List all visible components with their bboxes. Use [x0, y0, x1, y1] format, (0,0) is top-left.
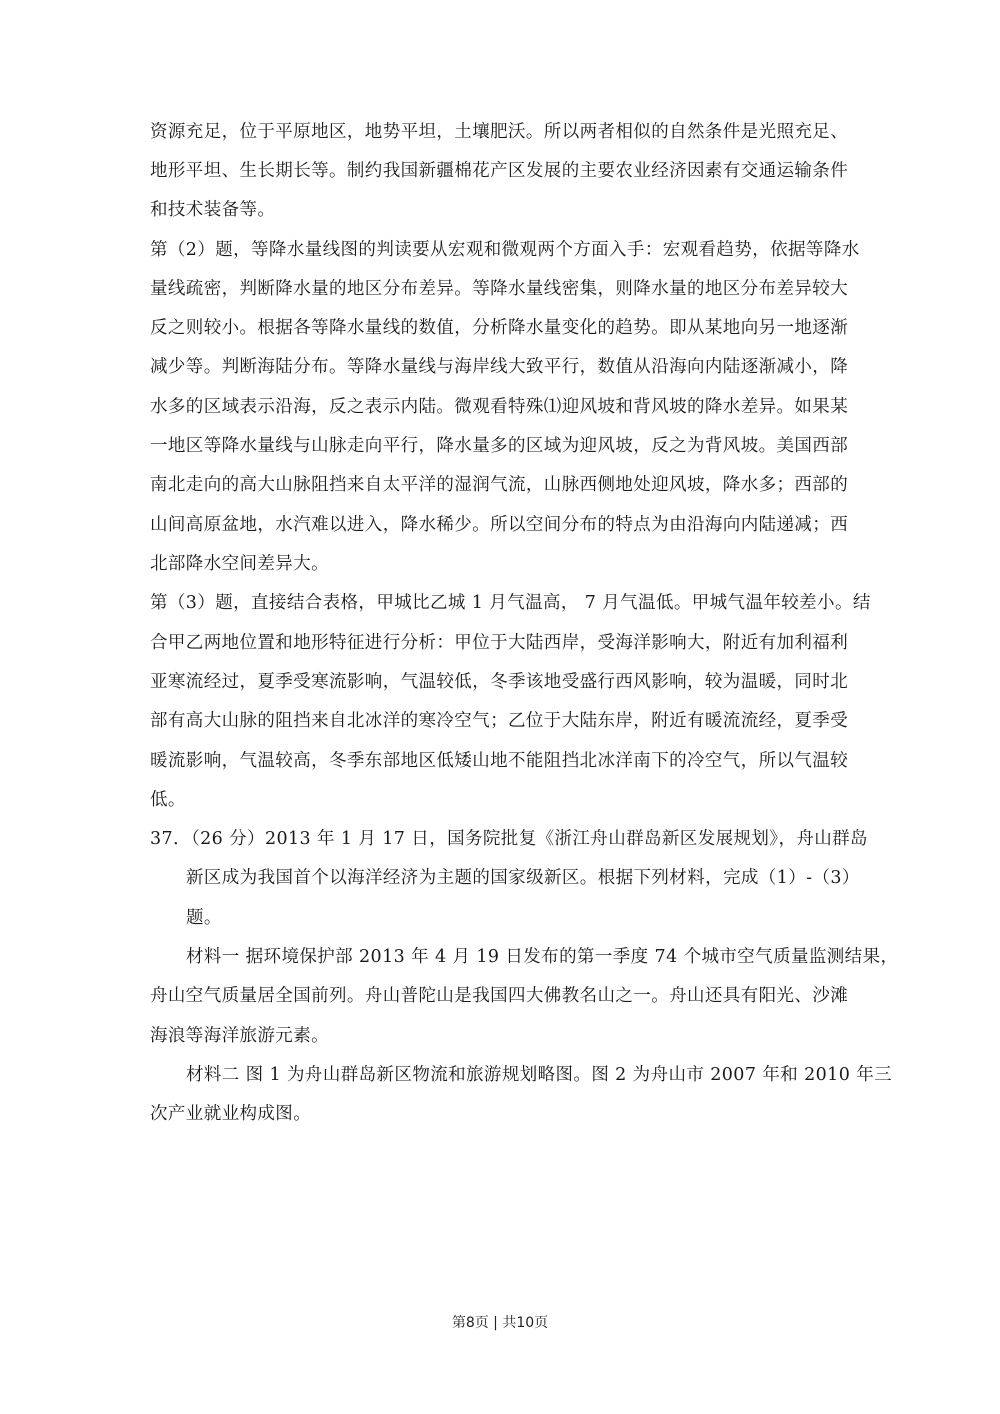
text-line: 北部降水空间差异大。	[150, 554, 329, 574]
material-1-line: 材料一 据环境保护部 2013 年 4 月 19 日发布的第一季度 74 个城市空气质量监测结果，	[186, 947, 899, 967]
text-line: 新区成为我国首个以海洋经济为主题的国家级新区。根据下列材料，完成（1）-（3）	[186, 868, 860, 888]
text-line: 山间高原盆地，水汽难以进入，降水稀少。所以空间分布的特点为由沿海向内陆递减；西	[150, 515, 849, 535]
question-37-line: 37．（26 分）2013 年 1 月 17 日，国务院批复《浙江舟山群岛新区发展规划》，舟山群岛	[150, 829, 868, 849]
text-line: 地形平坦、生长期长等。制约我国新疆棉花产区发展的主要农业经济因素有交通运输条件	[150, 161, 849, 181]
text-line: 次产业就业构成图。	[150, 1104, 312, 1124]
text-line: 部有高大山脉的阻挡来自北冰洋的寒冷空气；乙位于大陆东岸，附近有暖流流经，夏季受	[150, 711, 849, 731]
text-line: 第（3）题，直接结合表格，甲城比乙城 1 月气温高， 7 月气温低。甲城气温年较差小。结	[150, 593, 871, 613]
text-line: 海浪等海洋旅游元素。	[150, 1026, 329, 1046]
text-line: 第（2）题，等降水量线图的判读要从宏观和微观两个方面入手：宏观看趋势，依据等降水	[150, 240, 860, 260]
text-line: 和技术装备等。	[150, 200, 276, 220]
text-line: 亚寒流经过，夏季受寒流影响，气温较低，冬季该地受盛行西风影响，较为温暖，同时北	[150, 672, 849, 692]
text-line: 题。	[186, 908, 222, 928]
page-footer: 第8页 | 共10页	[451, 1315, 549, 1331]
text-line: 资源充足，位于平原地区，地势平坦，土壤肥沃。所以两者相似的自然条件是光照充足、	[150, 122, 849, 142]
text-line: 低。	[150, 790, 186, 810]
text-line: 反之则较小。根据各等降水量线的数值，分析降水量变化的趋势。即从某地向另一地逐渐	[150, 318, 849, 338]
text-line: 合甲乙两地位置和地形特征进行分析：甲位于大陆西岸，受海洋影响大，附近有加利福利	[150, 633, 849, 653]
text-line: 水多的区域表示沿海，反之表示内陆。微观看特殊⑴迎风坡和背风坡的降水差异。如果某	[150, 397, 849, 417]
text-line: 减少等。判断海陆分布。等降水量线与海岸线大致平行，数值从沿海向内陆逐渐减小，降	[150, 357, 849, 377]
text-line: 南北走向的高大山脉阻挡来自太平洋的湿润气流，山脉西侧地处迎风坡，降水多；西部的	[150, 475, 849, 495]
text-line: 一地区等降水量线与山脉走向平行，降水量多的区域为迎风坡，反之为背风坡。美国西部	[150, 436, 849, 456]
material-2-line: 材料二 图 1 为舟山群岛新区物流和旅游规划略图。图 2 为舟山市 2007 年和 2010 年三	[186, 1065, 893, 1085]
text-line: 舟山空气质量居全国前列。舟山普陀山是我国四大佛教名山之一。舟山还具有阳光、沙滩	[150, 986, 849, 1006]
text-line: 暖流影响，气温较高，冬季东部地区低矮山地不能阻挡北冰洋南下的冷空气，所以气温较	[150, 751, 849, 771]
text-line: 量线疏密，判断降水量的地区分布差异。等降水量线密集，则降水量的地区分布差异较大	[150, 279, 849, 299]
